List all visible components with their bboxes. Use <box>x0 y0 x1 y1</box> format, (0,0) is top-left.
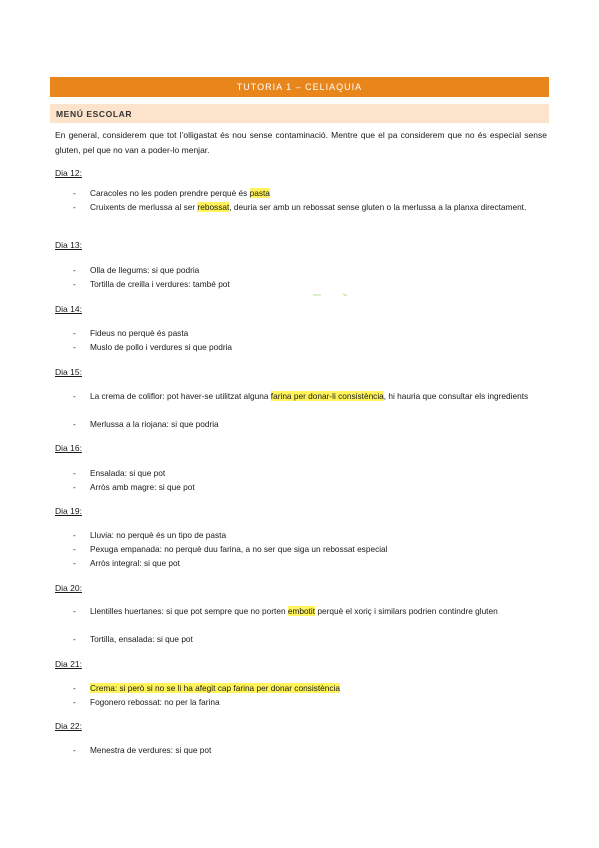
list-item: - Arròs amb magre: si que pot <box>73 482 195 492</box>
list-item: - Caracoles no les poden prendre perquè és pasta <box>73 188 270 198</box>
list-item: - Muslo de pollo i verdures si que podria <box>73 342 233 352</box>
highlight: farina per donar-li consistència <box>270 391 384 401</box>
list-item: - Pexuga empanada: no perquè duu farina, a no ser que siga un rebossat especial <box>73 544 388 554</box>
day-heading-16: Dia 16: <box>55 443 82 453</box>
highlight: pasta <box>249 188 270 198</box>
list-item: - La crema de coliflor: pot haver-se utilitzat alguna farina per donar-li consistència, hi hauria que consultar els ingredients <box>73 391 529 401</box>
list-item: - Fogonero rebossat: no per la farina <box>73 697 220 707</box>
page-title: TUTORIA 1 – CELIAQUIA <box>50 77 549 97</box>
day-heading-14: Dia 14: <box>55 304 82 314</box>
list-item: - Menestra de verdures: si que pot <box>73 745 212 755</box>
highlight: Crema: si però si no se li ha afegit cap farina per donar consistència <box>90 683 340 693</box>
intro-paragraph: En general, considerem que tot l’olligastat és nou sense contaminació. Mentre que el pa considerem que no és especial sense gluten, pel que no van a poder-lo menjar. <box>55 130 547 155</box>
list-item: - Merlussa a la riojana: si que podria <box>73 419 219 429</box>
list-item: - Cruixents de merlussa al ser rebossat, deuria ser amb un rebossat sense gluten o la merlussa a la planxa directament. <box>73 202 527 212</box>
day-heading-15: Dia 15: <box>55 367 82 377</box>
day-heading-22: Dia 22: <box>55 721 82 731</box>
highlight: embotit <box>287 606 316 616</box>
day-heading-12: Dia 12: <box>55 168 82 178</box>
list-item: - Tortilla, ensalada: si que pot <box>73 634 193 644</box>
section-heading: MENÚ ESCOLAR <box>50 104 549 123</box>
list-item: - Fideus no perquè és pasta <box>73 328 189 338</box>
highlight: rebossat <box>197 202 230 212</box>
list-item: - Ensalada: si que pot <box>73 468 166 478</box>
list-item: - Lluvia: no perquè és un tipo de pasta <box>73 530 227 540</box>
list-item: - Olla de llegums: si que podria <box>73 265 200 275</box>
stray-mark <box>313 293 349 297</box>
day-heading-19: Dia 19: <box>55 506 82 516</box>
list-item: - Llentilles huertanes: si que pot sempre que no porten embotit perquè el xoriç i similars podrien contindre gluten <box>73 606 498 616</box>
list-item: - Arròs integral: si que pot <box>73 558 180 568</box>
day-heading-21: Dia 21: <box>55 659 82 669</box>
list-item: - Crema: si però si no se li ha afegit cap farina per donar consistència <box>73 683 340 693</box>
list-item: - Tortilla de creilla i verdures: també pot <box>73 279 230 289</box>
day-heading-20: Dia 20: <box>55 583 82 593</box>
day-heading-13: Dia 13: <box>55 240 82 250</box>
